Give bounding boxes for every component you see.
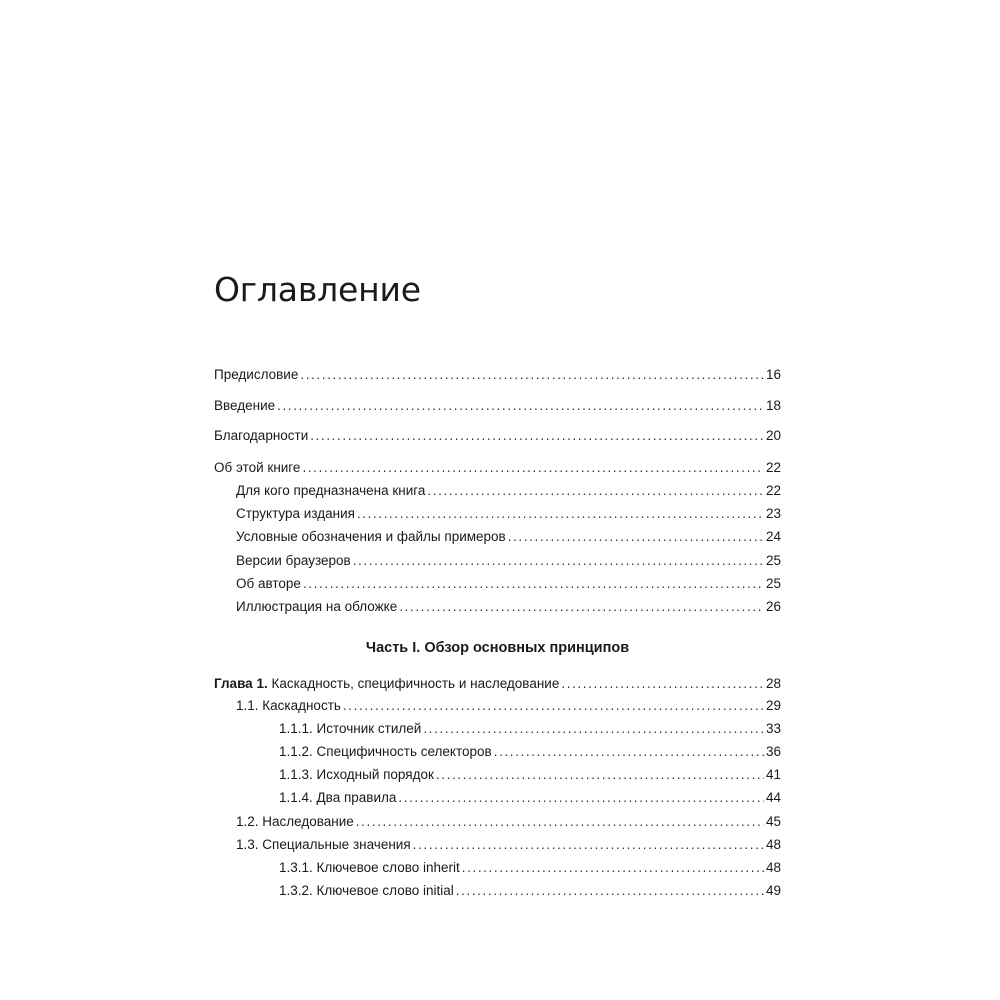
- toc-entry-page: 25: [765, 553, 781, 568]
- part-heading: Часть I. Обзор основных принципов: [365, 640, 630, 656]
- toc-entry-page: 22: [765, 483, 781, 498]
- toc-entry-conventions[interactable]: [214, 526, 781, 548]
- toc-entry-page: 23: [765, 506, 781, 521]
- dot-leader: [353, 550, 764, 572]
- toc-entry-preface[interactable]: [214, 364, 781, 386]
- toc-entry-page: 18: [765, 398, 781, 413]
- toc-entry-label: [214, 673, 559, 695]
- dot-leader: [413, 834, 764, 856]
- toc-entry-label: 1.1.2. Специфичность селекторов: [279, 744, 492, 759]
- toc-entry-structure[interactable]: [214, 503, 781, 525]
- toc-entry-page: 48: [765, 860, 781, 875]
- dot-leader: [300, 364, 764, 386]
- toc-entry-label: Структура издания: [236, 506, 355, 521]
- toc-entry-1-1-2[interactable]: [214, 741, 781, 763]
- toc-entry-cover[interactable]: [214, 596, 781, 618]
- toc-entry-label: Об этой книге: [214, 460, 301, 475]
- dot-leader: [343, 695, 764, 717]
- toc-entry-page: 28: [765, 676, 781, 691]
- dot-leader: [398, 787, 764, 809]
- toc-entry-page: 25: [765, 576, 781, 591]
- toc-entry-page: 48: [765, 837, 781, 852]
- toc-entry-1-3-2[interactable]: [214, 880, 781, 902]
- toc-entry-label: Иллюстрация на обложке: [236, 599, 398, 614]
- toc-entry-label: 1.1.3. Исходный порядок: [279, 767, 434, 782]
- toc-entry-label: 1.2. Наследование: [236, 814, 354, 829]
- page-title: Оглавление: [214, 270, 421, 309]
- toc-entry-page: 33: [765, 721, 781, 736]
- toc-entry-1-3-1[interactable]: [214, 857, 781, 879]
- toc-entry-page: 16: [765, 367, 781, 382]
- toc-entry-label: Условные обозначения и файлы примеров: [236, 529, 506, 544]
- toc-entry-page: 26: [765, 599, 781, 614]
- toc-entry-page: 22: [765, 460, 781, 475]
- dot-leader: [302, 457, 764, 479]
- toc-entry-1-1-4[interactable]: [214, 787, 781, 809]
- dot-leader: [357, 503, 764, 525]
- toc-entry-1-1[interactable]: [214, 695, 781, 717]
- toc-entry-1-2[interactable]: [214, 811, 781, 833]
- dot-leader: [303, 573, 764, 595]
- toc-entry-page: 20: [765, 428, 781, 443]
- dot-leader: [508, 526, 764, 548]
- toc-entry-label: 1.3.1. Ключевое слово inherit: [279, 860, 460, 875]
- dot-leader: [436, 764, 764, 786]
- toc-entry-label: Введение: [214, 398, 276, 413]
- toc-entry-introduction[interactable]: [214, 395, 781, 417]
- dot-leader: [462, 857, 764, 879]
- dot-leader: [427, 480, 764, 502]
- toc-page: [214, 0, 781, 1000]
- toc-entry-chapter-1[interactable]: [214, 673, 781, 695]
- toc-entry-audience[interactable]: [214, 480, 781, 502]
- toc-entry-page: 45: [765, 814, 781, 829]
- toc-entry-label: 1.1.1. Источник стилей: [279, 721, 422, 736]
- toc-entry-page: 36: [765, 744, 781, 759]
- chapter-title: Каскадность, специфичность и наследование: [271, 676, 560, 691]
- toc-entry-label: 1.3. Специальные значения: [236, 837, 411, 852]
- toc-entry-label: Об авторе: [236, 576, 301, 591]
- toc-entry-label: 1.1.4. Два правила: [279, 790, 397, 805]
- toc-entry-label: 1.1. Каскадность: [236, 698, 341, 713]
- chapter-prefix: Глава 1.: [214, 676, 268, 691]
- dot-leader: [456, 880, 764, 902]
- toc-entry-acknowledgements[interactable]: [214, 425, 781, 447]
- toc-entry-1-1-3[interactable]: [214, 764, 781, 786]
- toc-entry-label: Версии браузеров: [236, 553, 351, 568]
- toc-entry-label: Предисловие: [214, 367, 299, 382]
- toc-entry-1-1-1[interactable]: [214, 718, 781, 740]
- toc-entry-page: 41: [765, 767, 781, 782]
- toc-entry-label: Для кого предназначена книга: [236, 483, 426, 498]
- dot-leader: [423, 718, 764, 740]
- dot-leader: [561, 673, 764, 695]
- toc-entry-about-author[interactable]: [214, 573, 781, 595]
- dot-leader: [494, 741, 764, 763]
- toc-entry-page: 49: [765, 883, 781, 898]
- dot-leader: [399, 596, 764, 618]
- toc-entry-1-3[interactable]: [214, 834, 781, 856]
- toc-entry-page: 44: [765, 790, 781, 805]
- dot-leader: [356, 811, 764, 833]
- toc-entry-page: 29: [765, 698, 781, 713]
- toc-entry-browser-versions[interactable]: [214, 550, 781, 572]
- toc-entry-label: Благодарности: [214, 428, 309, 443]
- dot-leader: [310, 425, 764, 447]
- toc-entry-label: 1.3.2. Ключевое слово initial: [279, 883, 454, 898]
- toc-entry-page: 24: [765, 529, 781, 544]
- toc-entry-about-book[interactable]: [214, 457, 781, 479]
- dot-leader: [277, 395, 764, 417]
